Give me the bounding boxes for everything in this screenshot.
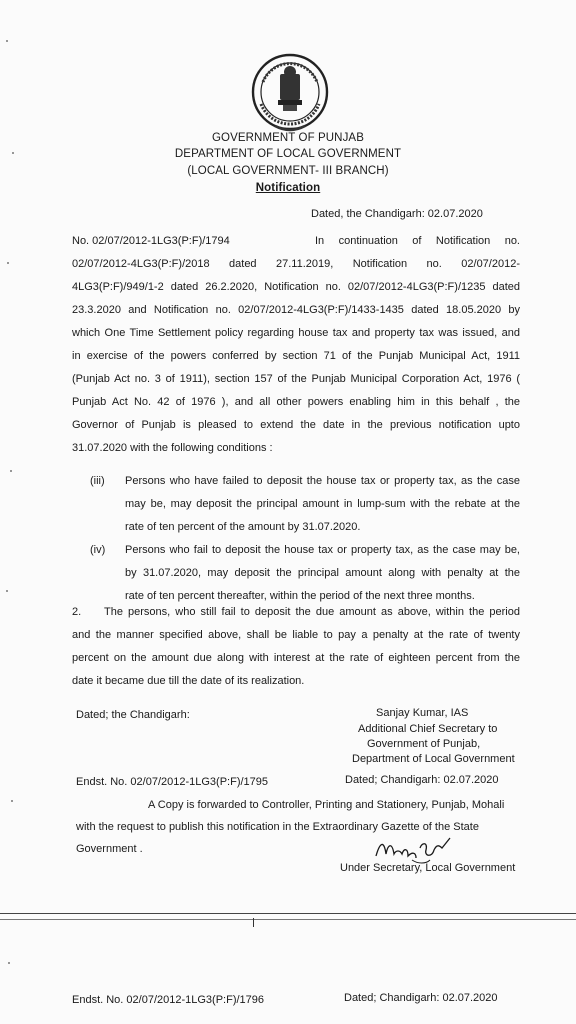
para2-marker: 2. (72, 606, 82, 618)
para2-line: The persons, who still fail to deposit the due amount as above, within the period (104, 606, 520, 618)
scan-speck (12, 152, 14, 154)
condition-line: may be, may deposit the principal amount in lump-sum with the rebate at the (125, 498, 520, 510)
page-divider (0, 919, 576, 920)
under-secretary: Under Secretary, Local Government (340, 862, 516, 874)
body-line: 4LG3(P:F)/949/1-2 dated 26.2.2020, Notification no. 02/07/2012-4LG3(P:F)/1235 dated (72, 281, 520, 293)
sign-place: Dated; the Chandigarh: (76, 709, 190, 721)
notification-title: Notification (255, 182, 321, 194)
body-line: in exercise of the powers conferred by section 71 of the Punjab Municipal Act, 1911 (72, 350, 520, 362)
body-line-last: 31.07.2020 with the following conditions : (72, 442, 273, 454)
page-divider (0, 913, 576, 914)
endorsement-number-2: Endst. No. 02/07/2012-1LG3(P:F)/1796 (72, 994, 265, 1006)
page-divider-mark (253, 918, 254, 927)
endorsement-number: Endst. No. 02/07/2012-1LG3(P:F)/1795 (76, 776, 269, 788)
body-line: Governor of Punjab is pleased to extend the date in the previous notification upto (72, 419, 520, 431)
endorsement-date-2: Dated; Chandigarh: 02.07.2020 (344, 992, 498, 1004)
header-branch: (LOCAL GOVERNMENT- III BRANCH) (187, 165, 389, 177)
signatory-department: Department of Local Government (352, 753, 515, 765)
scan-speck (11, 800, 13, 802)
body-line: 23.3.2020 and Notification no. 02/07/2012-4LG3(P:F)/1433-1435 dated 18.05.2020 by (72, 304, 520, 316)
copy-line: A Copy is forwarded to Controller, Printing and Stationery, Punjab, Mohali (148, 799, 505, 811)
condition-marker-iv: (iv) (90, 544, 106, 556)
header-government: GOVERNMENT OF PUNJAB (212, 132, 364, 144)
scan-speck (6, 590, 8, 592)
reference-number: No. 02/07/2012-1LG3(P:F)/1794 (72, 235, 230, 247)
signatory-government: Government of Punjab, (367, 738, 481, 750)
para2-line: and the manner specified above, shall be liable to pay a penalty at the rate of twenty (72, 629, 520, 641)
body-line: Punjab Act No. 42 of 1976 ), and all other powers enabling him in this behalf , the (72, 396, 520, 408)
condition-marker-iii: (iii) (90, 475, 105, 487)
condition-line: by 31.07.2020, may deposit the principal amount along with penalty at the (125, 567, 520, 579)
copy-line-last: Government . (76, 843, 143, 855)
signatory-name: Sanjay Kumar, IAS (376, 707, 469, 719)
copy-line: with the request to publish this notification in the Extraordinary Gazette of the State (76, 821, 479, 833)
para2-line: percent on the amount due along with interest at the rate of eighteen percent from the (72, 652, 520, 664)
scan-speck (10, 470, 12, 472)
condition-line: Persons who fail to deposit the house tax or property tax, as the case may be, (125, 544, 520, 556)
endorsement-date: Dated; Chandigarh: 02.07.2020 (345, 774, 499, 786)
scan-speck (6, 40, 8, 42)
signatory-designation: Additional Chief Secretary to (358, 723, 498, 735)
condition-line-last: rate of ten percent of the amount by 31.07.2020. (125, 521, 361, 533)
body-line: which One Time Settlement policy regarding house tax and property tax was issued, and (72, 327, 520, 339)
body-line: (Punjab Act no. 3 of 1911), section 157 of the Punjab Municipal Corporation Act, 1976 ( (72, 373, 520, 385)
punjab-government-emblem (249, 52, 331, 136)
intro-text: In continuation of Notification no. (315, 235, 520, 247)
condition-line: Persons who have failed to deposit the house tax or property tax, as the case (125, 475, 520, 487)
notification-date: Dated, the Chandigarh: 02.07.2020 (311, 208, 483, 220)
scan-speck (8, 962, 10, 964)
scan-speck (7, 262, 9, 264)
body-line: 02/07/2012-4LG3(P:F)/2018 dated 27.11.2019, Notification no. 02/07/2012- (72, 258, 520, 270)
header-department: DEPARTMENT OF LOCAL GOVERNMENT (174, 148, 402, 160)
para2-line-last: date it became due till the date of its realization. (72, 675, 305, 687)
condition-line-last: rate of ten percent thereafter, within the period of the next three months. (125, 590, 475, 602)
